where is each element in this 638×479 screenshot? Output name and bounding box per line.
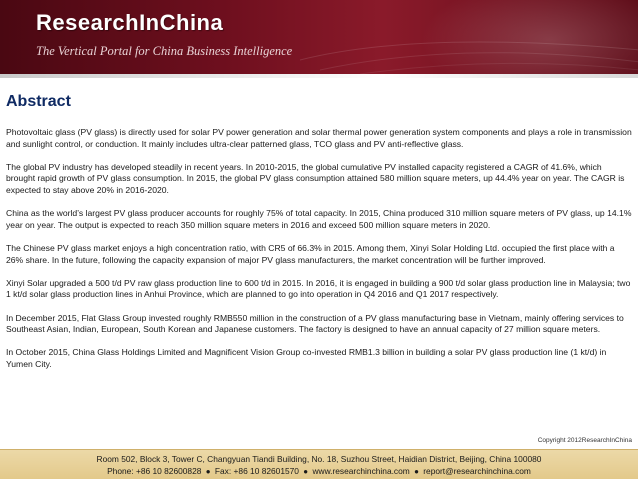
- paragraph: In October 2015, China Glass Holdings Limited and Magnificent Vision Group co-invested RMB1.3 billion in building a solar PV glass production line (1 kt/d) in Yumen City.: [6, 347, 607, 369]
- footer-phone: Phone: +86 10 82600828: [107, 465, 202, 476]
- footer-email-link[interactable]: report@researchinchina.com: [423, 465, 531, 476]
- paragraph: The global PV industry has developed steadily in recent years. In 2010-2015, the global cumulative PV installed capacity registered a CAGR of 41.6%, which brought rapid growth of PV glass consumption. In 2015, the global PV glass consumption attained 580 million square meters, up 44.4% year on year. The CAGR is expected to stay above 20% in 2016-2020.: [6, 161, 625, 195]
- abstract-body: [6, 127, 632, 382]
- paragraph: Photovoltaic glass (PV glass) is directly used for solar PV power generation and solar thermal power generation system components and plays a role in transmission and sunlight control, or conduction. It mainly includes ultra-clear patterned glass, TCO glass and PV anti-reflective glass.: [6, 127, 632, 149]
- paragraph: In December 2015, Flat Glass Group invested roughly RMB550 million in the construction of a PV glass manufacturing base in Vietnam, mainly offering services to Southeast Asian, Indian, European, South Korean and Japanese customers. The factory is designed to have an annual capacity of 27 million square meters.: [6, 312, 624, 335]
- footer-contact: [0, 466, 638, 476]
- footer: [0, 449, 638, 479]
- paragraph: Xinyi Solar upgraded a 500 t/d PV raw glass production line to 600 t/d in 2015. In 2016, it is engaged in building a 900 t/d solar glass production line in Malaysia; two 1 kt/d solar glass production lines in Anhui Province, which are planned to go into operation in Q4 2016 and Q1 2017 respectively.: [6, 277, 631, 300]
- bullet-icon: ●: [414, 466, 419, 476]
- banner-decoration: [300, 0, 638, 74]
- header-banner: [0, 0, 638, 74]
- paragraph: China as the world’s largest PV glass producer accounts for roughly 75% of total capacity. In 2015, China produced 310 million square meters of PV glass, up 14.1% year on year. The output is expected to reach 350 million square meters in 2016 and exceed 500 million square meters in 2020.: [6, 208, 632, 230]
- banner-divider: [0, 74, 638, 78]
- company-logo: ResearchInChina: [36, 10, 224, 35]
- tagline: The Vertical Portal for China Business Intelligence: [36, 44, 293, 58]
- copyright-notice: Copyright 2012ResearchInChina: [537, 437, 632, 444]
- bullet-icon: ●: [205, 466, 211, 476]
- page-title: Abstract: [6, 93, 71, 110]
- paragraph: The Chinese PV glass market enjoys a high concentration ratio, with CR5 of 66.3% in 2015. Among them, Xinyi Solar Holding Ltd. occupied the first place with a 26% share. In the future, following the capacity expansion of major PV glass manufacturers, the market concentration will be further improved.: [6, 242, 615, 265]
- footer-fax: Fax: +86 10 82601570: [214, 465, 299, 476]
- footer-address: Room 502, Block 3, Tower C, Changyuan Tiandi Building, No. 18, Suzhou Street, Haidian District, Beijing, China 100080: [96, 454, 542, 464]
- footer-website-link[interactable]: www.researchinchina.com: [312, 465, 410, 476]
- bullet-icon: ●: [303, 466, 309, 476]
